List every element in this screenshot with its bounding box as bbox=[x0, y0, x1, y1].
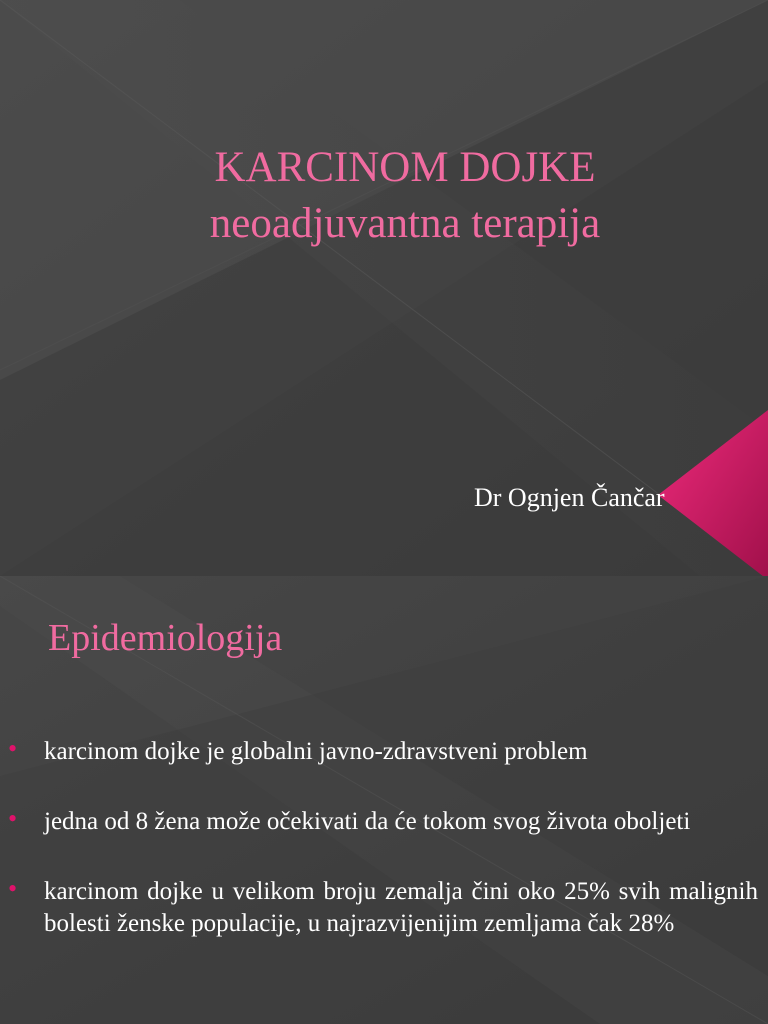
author-name: Dr Ognjen Čančar bbox=[474, 483, 665, 512]
bullet-list bbox=[0, 736, 768, 978]
slide-title bbox=[0, 140, 768, 252]
list-item bbox=[0, 736, 768, 768]
bullet-text: jedna od 8 žena može očekivati da će tokom svog života oboljeti bbox=[44, 808, 691, 835]
bullet-marker: • bbox=[8, 734, 18, 763]
list-item bbox=[0, 806, 768, 838]
epidemiology-slide bbox=[0, 576, 768, 1024]
bullet-text: karcinom dojke u velikom broju zemalja čini oko 25% svih malignih bolesti ženske populacije, u najrazvijenijim zemljama čak 28% bbox=[44, 878, 758, 937]
list-item bbox=[0, 876, 768, 940]
bullet-marker: • bbox=[8, 804, 18, 833]
title-line-subtitle: neoadjuvantna terapija bbox=[209, 200, 601, 247]
title-line-main: KARCINOM DOJKE bbox=[214, 144, 596, 191]
bullet-text: karcinom dojke je globalni javno-zdravstveni problem bbox=[44, 738, 588, 765]
bullet-marker: • bbox=[8, 874, 18, 903]
slide-heading: Epidemiologija bbox=[48, 617, 283, 659]
